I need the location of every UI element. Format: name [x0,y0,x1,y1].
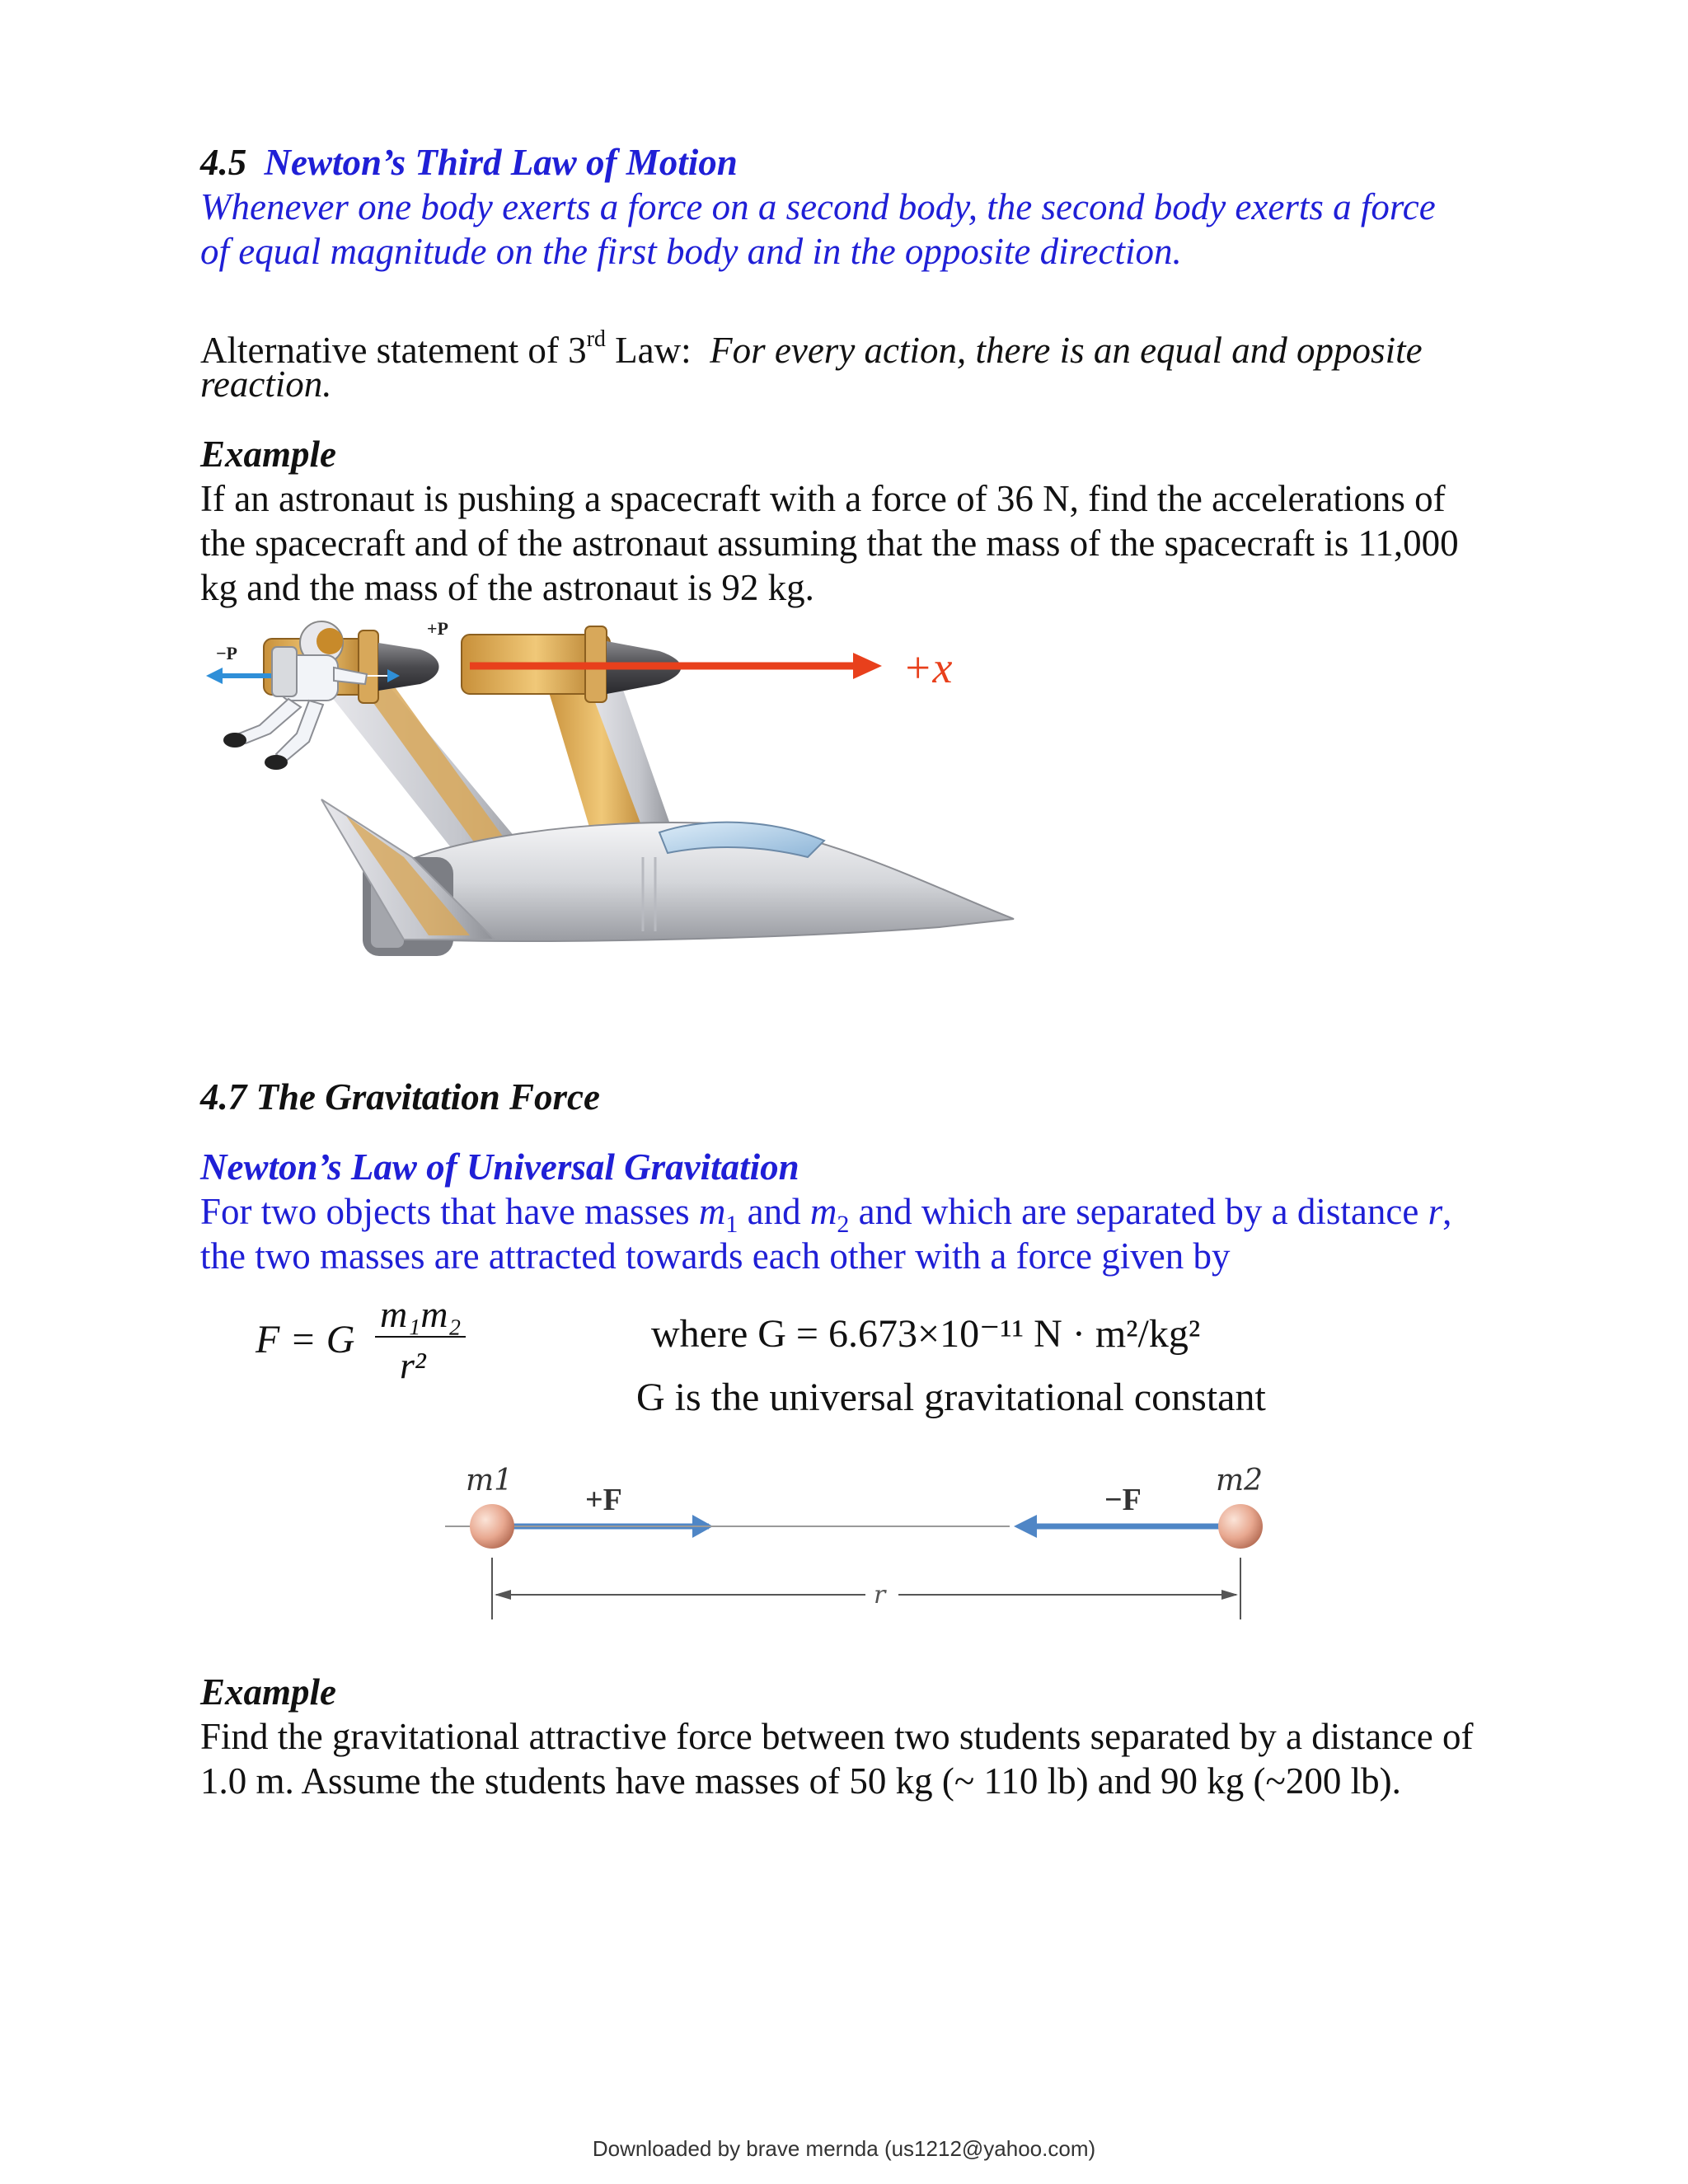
example-heading-1: Example [200,434,336,475]
m1-symbol: m [698,1191,726,1232]
section-47-subtitle: Newton’s Law of Universal Gravitation [200,1146,799,1188]
m2-symbol: m [809,1191,837,1232]
section-47-title: 4.7 The Gravitation Force [200,1076,600,1118]
spacecraft-figure [198,610,1055,964]
alternative-statement-line-1 [200,317,1423,373]
gravitation-line-2: the two masses are attracted towards each other with a force given by [200,1235,1231,1277]
m2-label: m2 [1216,1464,1264,1497]
gravitation-text-a: For two objects that have masses [200,1191,699,1232]
section-heading [200,140,738,185]
example1-line-3: kg and the mass of the astronaut is 92 kg. [200,567,814,608]
example2-line-1: Find the gravitational attractive force between two students separated by a distance of [200,1716,1474,1757]
law-statement-line-2: of equal magnitude on the first body and in the opposite direction. [200,231,1182,272]
gravitation-text-c: and which are separated by a distance [849,1191,1428,1232]
gravitation-text-d: , [1442,1191,1452,1232]
plus-p-label: +P [427,618,448,639]
gravitational-constant-description: G is the universal gravitational constant [636,1376,1266,1419]
download-footer: Downloaded by brave mernda (us1212@yahoo.com) [592,2136,1096,2161]
alt-mid: Law: [605,330,710,371]
strut-front [544,676,676,841]
section-title: Newton’s Third Law of Motion [264,142,738,183]
example1-line-1: If an astronaut is pushing a spacecraft with a force of 36 N, find the accelerations of [200,478,1446,519]
alt-superscript: rd [586,326,606,352]
example-heading-2: Example [200,1671,336,1713]
formula-denominator: r² [400,1344,426,1386]
mass-1-ball [470,1504,514,1549]
spacecraft-hull [321,799,1014,956]
m2-subscript: 2 [837,1211,850,1238]
plus-x-label: +x [903,643,953,692]
formula-lhs: F = G [256,1318,355,1361]
example2-line-2: 1.0 m. Assume the students have masses of 50 kg (~ 110 lb) and 90 kg (~200 lb). [200,1760,1401,1802]
mass-2-ball [1218,1504,1263,1549]
m1-subscript: 1 [725,1211,738,1238]
alt-quote-2: reaction. [200,363,332,405]
gravitation-figure [445,1459,1286,1632]
gravitation-text-b: and [738,1191,810,1232]
m1-label: m1 [466,1464,513,1497]
law-statement-line-1: Whenever one body exerts a force on a second body, the second body exerts a force [200,186,1436,227]
r-symbol: r [1428,1191,1443,1232]
section-number: 4.5 [200,142,247,183]
formula-numerator: m₁m₂ [375,1292,466,1338]
alt-prefix: Alternative statement of 3 [200,330,587,371]
plus-f-label: +F [585,1483,622,1517]
alt-quote-1: For every action, there is an equal and opposite [710,330,1423,371]
distance-r-label: r [874,1581,886,1610]
gravitational-constant-value: where G = 6.673×10⁻¹¹ N · m²/kg² [651,1312,1201,1356]
minus-f-label: −F [1104,1483,1142,1517]
example1-line-2: the spacecraft and of the astronaut assuming that the mass of the spacecraft is 11,000 [200,523,1459,564]
minus-p-label: −P [216,643,237,663]
